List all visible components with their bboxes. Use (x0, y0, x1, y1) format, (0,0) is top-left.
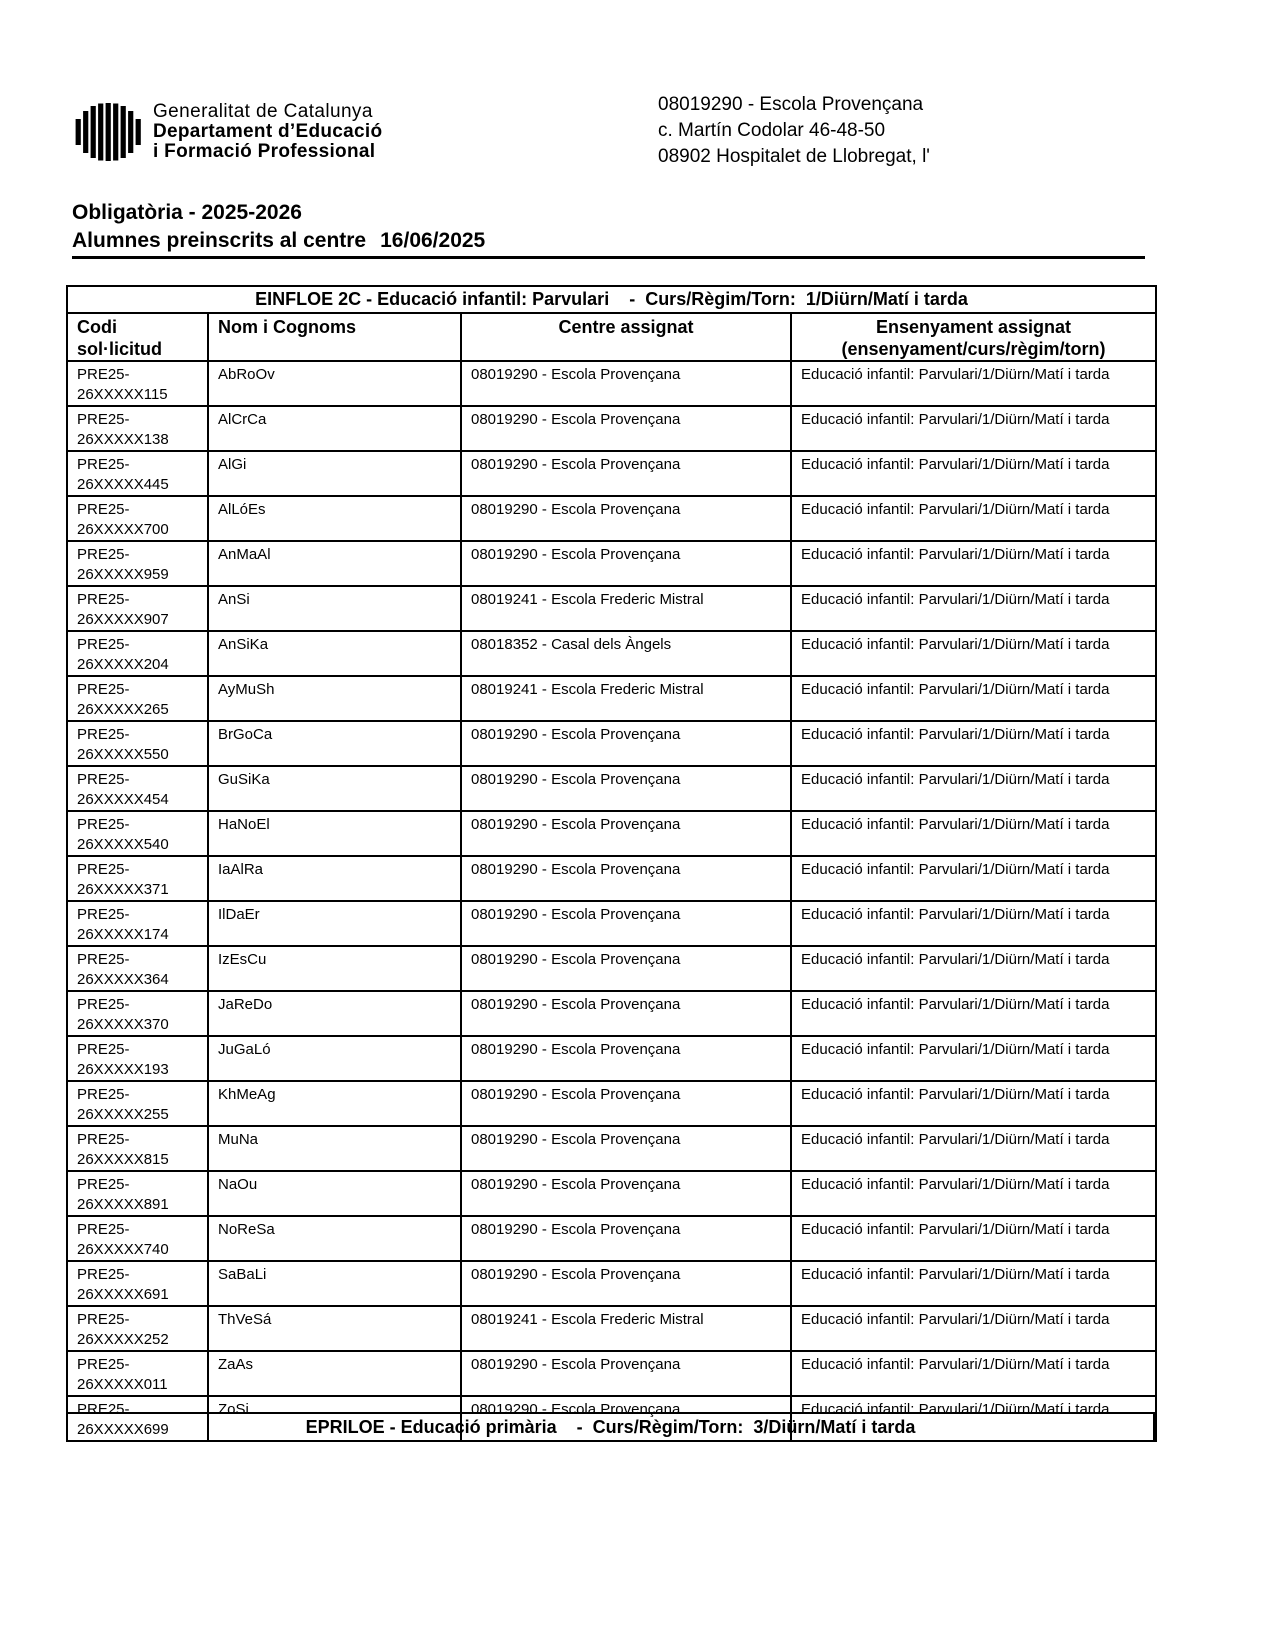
students-table-body (67, 361, 1156, 1441)
cell-centre: 08019290 - Escola Provençana (461, 1126, 791, 1171)
cell-ensenyament: Educació infantil: Parvulari/1/Diürn/Matí i tarda (791, 1036, 1156, 1081)
school-address-block (658, 92, 930, 170)
cell-ensenyament: Educació infantil: Parvulari/1/Diürn/Matí i tarda (791, 811, 1156, 856)
student-row (67, 991, 1156, 1036)
cell-centre: 08019290 - Escola Provençana (461, 811, 791, 856)
student-row (67, 676, 1156, 721)
student-row (67, 541, 1156, 586)
cell-nom: ZaAs (208, 1351, 461, 1396)
cell-centre: 08019290 - Escola Provençana (461, 496, 791, 541)
student-row (67, 856, 1156, 901)
table-band-title: EINFLOE 2C - Educació infantil: Parvulari - Curs/Règim/Torn: 1/Diürn/Matí i tarda (67, 286, 1156, 313)
cell-nom: SaBaLi (208, 1261, 461, 1306)
cell-nom: ThVeSá (208, 1306, 461, 1351)
cell-centre: 08018352 - Casal dels Àngels (461, 631, 791, 676)
cell-codi: PRE25- 26XXXXX138 (67, 406, 208, 451)
cell-codi: PRE25- 26XXXXX011 (67, 1351, 208, 1396)
cell-centre: 08019290 - Escola Provençana (461, 451, 791, 496)
cell-codi: PRE25- 26XXXXX371 (67, 856, 208, 901)
student-row (67, 1081, 1156, 1126)
cell-nom: GuSiKa (208, 766, 461, 811)
cell-codi: PRE25- 26XXXXX370 (67, 991, 208, 1036)
org-department: Departament d’Educació (153, 121, 383, 142)
cell-ensenyament: Educació infantil: Parvulari/1/Diürn/Matí i tarda (791, 856, 1156, 901)
cell-nom: AnMaAl (208, 541, 461, 586)
report-subtitle: Alumnes preinscrits al centre (72, 229, 367, 252)
student-row (67, 1126, 1156, 1171)
cell-codi: PRE25- 26XXXXX115 (67, 361, 208, 406)
cell-nom: AyMuSh (208, 676, 461, 721)
cell-nom: AbRoOv (208, 361, 461, 406)
cell-ensenyament: Educació infantil: Parvulari/1/Diürn/Matí i tarda (791, 451, 1156, 496)
cell-nom: AlGi (208, 451, 461, 496)
cell-ensenyament: Educació infantil: Parvulari/1/Diürn/Matí i tarda (791, 1081, 1156, 1126)
footer-section-band: EPRILOE - Educació primària - Curs/Règim/Torn: 3/Diürn/Matí i tarda (66, 1412, 1155, 1442)
student-row (67, 631, 1156, 676)
cell-centre: 08019290 - Escola Provençana (461, 1351, 791, 1396)
cell-ensenyament: Educació infantil: Parvulari/1/Diürn/Matí i tarda (791, 1126, 1156, 1171)
cell-ensenyament: Educació infantil: Parvulari/1/Diürn/Matí i tarda (791, 1306, 1156, 1351)
report-title-line2 (72, 227, 485, 255)
cell-nom: MuNa (208, 1126, 461, 1171)
cell-codi: PRE25- 26XXXXX255 (67, 1081, 208, 1126)
cell-centre: 08019290 - Escola Provençana (461, 856, 791, 901)
cell-ensenyament: Educació infantil: Parvulari/1/Diürn/Matí i tarda (791, 1171, 1156, 1216)
column-header-nom: Nom i Cognoms (208, 313, 461, 361)
cell-ensenyament: Educació infantil: Parvulari/1/Diürn/Matí i tarda (791, 541, 1156, 586)
column-header-codi: Codi sol·licitud (67, 313, 208, 361)
student-row (67, 1036, 1156, 1081)
report-title-line1: Obligatòria - 2025-2026 (72, 201, 302, 224)
cell-centre: 08019290 - Escola Provençana (461, 1216, 791, 1261)
cell-codi: PRE25- 26XXXXX193 (67, 1036, 208, 1081)
student-row (67, 1306, 1156, 1351)
table-band-row (67, 286, 1156, 313)
cell-codi: PRE25- 26XXXXX891 (67, 1171, 208, 1216)
student-row (67, 901, 1156, 946)
school-code-name: 08019290 - Escola Provençana (658, 94, 924, 115)
cell-centre: 08019241 - Escola Frederic Mistral (461, 586, 791, 631)
cell-centre: 08019241 - Escola Frederic Mistral (461, 1306, 791, 1351)
cell-centre: 08019290 - Escola Provençana (461, 1261, 791, 1306)
cell-nom: AnSiKa (208, 631, 461, 676)
org-block (153, 102, 382, 162)
cell-nom: AnSi (208, 586, 461, 631)
cell-centre: 08019290 - Escola Provençana (461, 946, 791, 991)
cell-ensenyament: Educació infantil: Parvulari/1/Diürn/Matí i tarda (791, 1261, 1156, 1306)
generalitat-logo-icon (75, 103, 143, 161)
cell-centre: 08019290 - Escola Provençana (461, 766, 791, 811)
cell-ensenyament: Educació infantil: Parvulari/1/Diürn/Matí i tarda (791, 676, 1156, 721)
cell-codi: PRE25- 26XXXXX364 (67, 946, 208, 991)
student-row (67, 496, 1156, 541)
cell-codi: PRE25- 26XXXXX691 (67, 1261, 208, 1306)
cell-nom: NoReSa (208, 1216, 461, 1261)
cell-centre: 08019241 - Escola Frederic Mistral (461, 676, 791, 721)
cell-centre: 08019290 - Escola Provençana (461, 901, 791, 946)
student-row (67, 451, 1156, 496)
cell-centre: 08019290 - Escola Provençana (461, 1396, 791, 1441)
cell-centre: 08019290 - Escola Provençana (461, 1081, 791, 1126)
school-city: 08902 Hospitalet de Llobregat, l' (658, 146, 930, 167)
cell-centre: 08019290 - Escola Provençana (461, 1036, 791, 1081)
cell-nom: AlCrCa (208, 406, 461, 451)
cell-centre: 08019290 - Escola Provençana (461, 361, 791, 406)
cell-codi: PRE25- 26XXXXX540 (67, 811, 208, 856)
student-row (67, 1351, 1156, 1396)
cell-codi: PRE25- 26XXXXX700 (67, 496, 208, 541)
cell-ensenyament: Educació infantil: Parvulari/1/Diürn/Matí i tarda (791, 496, 1156, 541)
cell-nom: ZoSi (208, 1396, 461, 1441)
student-row (67, 811, 1156, 856)
student-row (67, 406, 1156, 451)
cell-codi: PRE25- 26XXXXX907 (67, 586, 208, 631)
column-header-centre: Centre assignat (461, 313, 791, 361)
student-row (67, 946, 1156, 991)
cell-centre: 08019290 - Escola Provençana (461, 541, 791, 586)
cell-codi: PRE25- 26XXXXX252 (67, 1306, 208, 1351)
cell-codi: PRE25- 26XXXXX815 (67, 1126, 208, 1171)
cell-ensenyament: Educació infantil: Parvulari/1/Diürn/Matí i tarda (791, 901, 1156, 946)
cell-nom: IzEsCu (208, 946, 461, 991)
cell-codi: PRE25- 26XXXXX699 (67, 1396, 208, 1441)
org-department-2: i Formació Professional (153, 141, 376, 162)
cell-nom: NaOu (208, 1171, 461, 1216)
cell-ensenyament: Educació infantil: Parvulari/1/Diürn/Matí i tarda (791, 361, 1156, 406)
title-block (72, 199, 485, 255)
student-row (67, 1261, 1156, 1306)
cell-nom: JuGaLó (208, 1036, 461, 1081)
student-row (67, 361, 1156, 406)
students-table (66, 285, 1157, 1442)
cell-codi: PRE25- 26XXXXX740 (67, 1216, 208, 1261)
cell-nom: AlLóEs (208, 496, 461, 541)
cell-nom: IlDaEr (208, 901, 461, 946)
cell-codi: PRE25- 26XXXXX445 (67, 451, 208, 496)
cell-nom: HaNoEl (208, 811, 461, 856)
cell-nom: BrGoCa (208, 721, 461, 766)
title-divider (72, 256, 1145, 259)
cell-ensenyament: Educació infantil: Parvulari/1/Diürn/Matí i tarda (791, 1396, 1156, 1441)
cell-nom: JaReDo (208, 991, 461, 1036)
table-header-row (67, 313, 1156, 361)
student-row (67, 721, 1156, 766)
cell-codi: PRE25- 26XXXXX265 (67, 676, 208, 721)
cell-codi: PRE25- 26XXXXX550 (67, 721, 208, 766)
cell-ensenyament: Educació infantil: Parvulari/1/Diürn/Matí i tarda (791, 721, 1156, 766)
cell-ensenyament: Educació infantil: Parvulari/1/Diürn/Matí i tarda (791, 586, 1156, 631)
student-row (67, 766, 1156, 811)
cell-centre: 08019290 - Escola Provençana (461, 406, 791, 451)
cell-codi: PRE25- 26XXXXX204 (67, 631, 208, 676)
column-header-ensenyament: Ensenyament assignat (ensenyament/curs/règim/torn) (791, 313, 1156, 361)
cell-ensenyament: Educació infantil: Parvulari/1/Diürn/Matí i tarda (791, 406, 1156, 451)
cell-nom: IaAlRa (208, 856, 461, 901)
cell-ensenyament: Educació infantil: Parvulari/1/Diürn/Matí i tarda (791, 946, 1156, 991)
cell-codi: PRE25- 26XXXXX959 (67, 541, 208, 586)
cell-ensenyament: Educació infantil: Parvulari/1/Diürn/Matí i tarda (791, 1216, 1156, 1261)
cell-nom: KhMeAg (208, 1081, 461, 1126)
cell-codi: PRE25- 26XXXXX454 (67, 766, 208, 811)
cell-ensenyament: Educació infantil: Parvulari/1/Diürn/Matí i tarda (791, 991, 1156, 1036)
cell-ensenyament: Educació infantil: Parvulari/1/Diürn/Matí i tarda (791, 1351, 1156, 1396)
cell-centre: 08019290 - Escola Provençana (461, 1171, 791, 1216)
cell-ensenyament: Educació infantil: Parvulari/1/Diürn/Matí i tarda (791, 631, 1156, 676)
cell-codi: PRE25- 26XXXXX174 (67, 901, 208, 946)
school-street: c. Martín Codolar 46-48-50 (658, 120, 886, 141)
cell-centre: 08019290 - Escola Provençana (461, 721, 791, 766)
report-date: 16/06/2025 (380, 229, 486, 252)
student-row (67, 1171, 1156, 1216)
student-row (67, 1216, 1156, 1261)
cell-ensenyament: Educació infantil: Parvulari/1/Diürn/Matí i tarda (791, 766, 1156, 811)
cell-centre: 08019290 - Escola Provençana (461, 991, 791, 1036)
org-name: Generalitat de Catalunya (153, 101, 373, 122)
student-row (67, 586, 1156, 631)
